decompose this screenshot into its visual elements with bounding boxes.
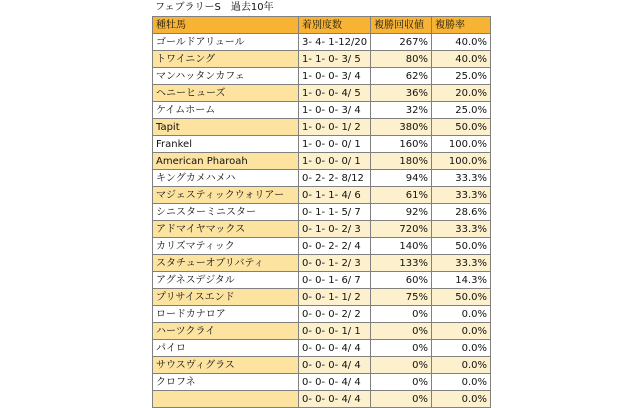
record-cell: 0- 1- 0- 2/ 3 — [299, 221, 371, 238]
return-value-cell: 75% — [371, 289, 432, 306]
sire-cell: サウスヴィグラス — [153, 357, 299, 374]
return-value-cell: 92% — [371, 204, 432, 221]
record-cell: 0- 0- 0- 2/ 2 — [299, 306, 371, 323]
sire-cell: ゴールドアリュール — [153, 34, 299, 51]
return-value-cell: 380% — [371, 119, 432, 136]
record-cell: 0- 0- 0- 4/ 4 — [299, 391, 371, 408]
table-row — [153, 306, 491, 323]
record-cell: 0- 1- 1- 4/ 6 — [299, 187, 371, 204]
return-value-cell: 720% — [371, 221, 432, 238]
table-row — [153, 85, 491, 102]
sire-cell: アドマイヤマックス — [153, 221, 299, 238]
return-value-cell: 0% — [371, 306, 432, 323]
place-rate-cell: 100.0% — [432, 136, 491, 153]
table-row — [153, 374, 491, 391]
record-cell: 1- 1- 0- 3/ 5 — [299, 51, 371, 68]
return-value-cell: 62% — [371, 68, 432, 85]
column-header-sire: 種牡馬 — [153, 17, 299, 34]
column-header-rate: 複勝率 — [432, 17, 491, 34]
return-value-cell: 133% — [371, 255, 432, 272]
place-rate-cell: 25.0% — [432, 102, 491, 119]
record-cell: 0- 0- 0- 4/ 4 — [299, 374, 371, 391]
place-rate-cell: 33.3% — [432, 255, 491, 272]
return-value-cell: 0% — [371, 374, 432, 391]
sire-cell: パイロ — [153, 340, 299, 357]
sire-cell: ハーツクライ — [153, 323, 299, 340]
table-row — [153, 255, 491, 272]
record-cell: 1- 0- 0- 0/ 1 — [299, 136, 371, 153]
table-body — [153, 34, 491, 408]
sire-cell: ロードカナロア — [153, 306, 299, 323]
record-cell: 1- 0- 0- 1/ 2 — [299, 119, 371, 136]
sire-cell: American Pharoah — [153, 153, 299, 170]
table-row — [153, 340, 491, 357]
place-rate-cell: 33.3% — [432, 187, 491, 204]
return-value-cell: 140% — [371, 238, 432, 255]
place-rate-cell: 28.6% — [432, 204, 491, 221]
return-value-cell: 94% — [371, 170, 432, 187]
table-row — [153, 68, 491, 85]
place-rate-cell: 0.0% — [432, 374, 491, 391]
place-rate-cell: 14.3% — [432, 272, 491, 289]
header-row — [153, 17, 491, 34]
return-value-cell: 60% — [371, 272, 432, 289]
record-cell: 0- 0- 2- 2/ 4 — [299, 238, 371, 255]
sire-cell: トワイニング — [153, 51, 299, 68]
place-rate-cell: 50.0% — [432, 238, 491, 255]
return-value-cell: 160% — [371, 136, 432, 153]
table-row — [153, 272, 491, 289]
table-caption: フェブラリーS 過去10年 — [155, 2, 274, 13]
record-cell: 0- 0- 1- 2/ 3 — [299, 255, 371, 272]
record-cell: 3- 4- 1-12/20 — [299, 34, 371, 51]
table-row — [153, 170, 491, 187]
return-value-cell: 0% — [371, 357, 432, 374]
sire-cell: マジェスティックウォリアー — [153, 187, 299, 204]
return-value-cell: 32% — [371, 102, 432, 119]
return-value-cell: 80% — [371, 51, 432, 68]
record-cell: 0- 1- 1- 5/ 7 — [299, 204, 371, 221]
record-cell: 0- 2- 2- 8/12 — [299, 170, 371, 187]
table-row — [153, 153, 491, 170]
place-rate-cell: 50.0% — [432, 289, 491, 306]
sire-cell: アグネスデジタル — [153, 272, 299, 289]
record-cell: 0- 0- 0- 1/ 1 — [299, 323, 371, 340]
place-rate-cell: 0.0% — [432, 357, 491, 374]
sire-cell: スタチューオブリバティ — [153, 255, 299, 272]
record-cell: 1- 0- 0- 0/ 1 — [299, 153, 371, 170]
sire-cell: キングカメハメハ — [153, 170, 299, 187]
sire-cell: ヘニーヒューズ — [153, 85, 299, 102]
sire-cell: クロフネ — [153, 374, 299, 391]
place-rate-cell: 40.0% — [432, 51, 491, 68]
place-rate-cell: 20.0% — [432, 85, 491, 102]
table-row — [153, 221, 491, 238]
table-row — [153, 119, 491, 136]
sire-cell: カリズマティック — [153, 238, 299, 255]
place-rate-cell: 100.0% — [432, 153, 491, 170]
record-cell: 0- 0- 1- 1/ 2 — [299, 289, 371, 306]
record-cell: 0- 0- 0- 4/ 4 — [299, 340, 371, 357]
place-rate-cell: 50.0% — [432, 119, 491, 136]
place-rate-cell: 0.0% — [432, 391, 491, 408]
sire-cell: Frankel — [153, 136, 299, 153]
table-row — [153, 136, 491, 153]
sire-cell — [153, 391, 299, 408]
column-header-return: 複勝回収値 — [371, 17, 432, 34]
place-rate-cell: 33.3% — [432, 170, 491, 187]
place-rate-cell: 0.0% — [432, 323, 491, 340]
return-value-cell: 0% — [371, 391, 432, 408]
record-cell: 1- 0- 0- 4/ 5 — [299, 85, 371, 102]
place-rate-cell: 25.0% — [432, 68, 491, 85]
record-cell: 1- 0- 0- 3/ 4 — [299, 68, 371, 85]
return-value-cell: 61% — [371, 187, 432, 204]
table-row — [153, 102, 491, 119]
return-value-cell: 180% — [371, 153, 432, 170]
record-cell: 0- 0- 0- 4/ 4 — [299, 357, 371, 374]
place-rate-cell: 33.3% — [432, 221, 491, 238]
place-rate-cell: 40.0% — [432, 34, 491, 51]
record-cell: 1- 0- 0- 3/ 4 — [299, 102, 371, 119]
table-row — [153, 323, 491, 340]
table-row — [153, 391, 491, 408]
column-header-record: 着別度数 — [299, 17, 371, 34]
sire-cell: シニスターミニスター — [153, 204, 299, 221]
return-value-cell: 0% — [371, 340, 432, 357]
return-value-cell: 0% — [371, 323, 432, 340]
sire-cell: プリサイスエンド — [153, 289, 299, 306]
table-row — [153, 51, 491, 68]
table-row — [153, 187, 491, 204]
table-row — [153, 204, 491, 221]
table-row — [153, 238, 491, 255]
sire-cell: マンハッタンカフェ — [153, 68, 299, 85]
return-value-cell: 267% — [371, 34, 432, 51]
spreadsheet — [152, 0, 490, 408]
sire-cell: Tapit — [153, 119, 299, 136]
place-rate-cell: 0.0% — [432, 306, 491, 323]
sire-stats-table — [152, 16, 491, 408]
place-rate-cell: 0.0% — [432, 340, 491, 357]
table-row — [153, 34, 491, 51]
table-row — [153, 289, 491, 306]
return-value-cell: 36% — [371, 85, 432, 102]
sire-cell: ケイムホーム — [153, 102, 299, 119]
record-cell: 0- 0- 1- 6/ 7 — [299, 272, 371, 289]
table-row — [153, 357, 491, 374]
